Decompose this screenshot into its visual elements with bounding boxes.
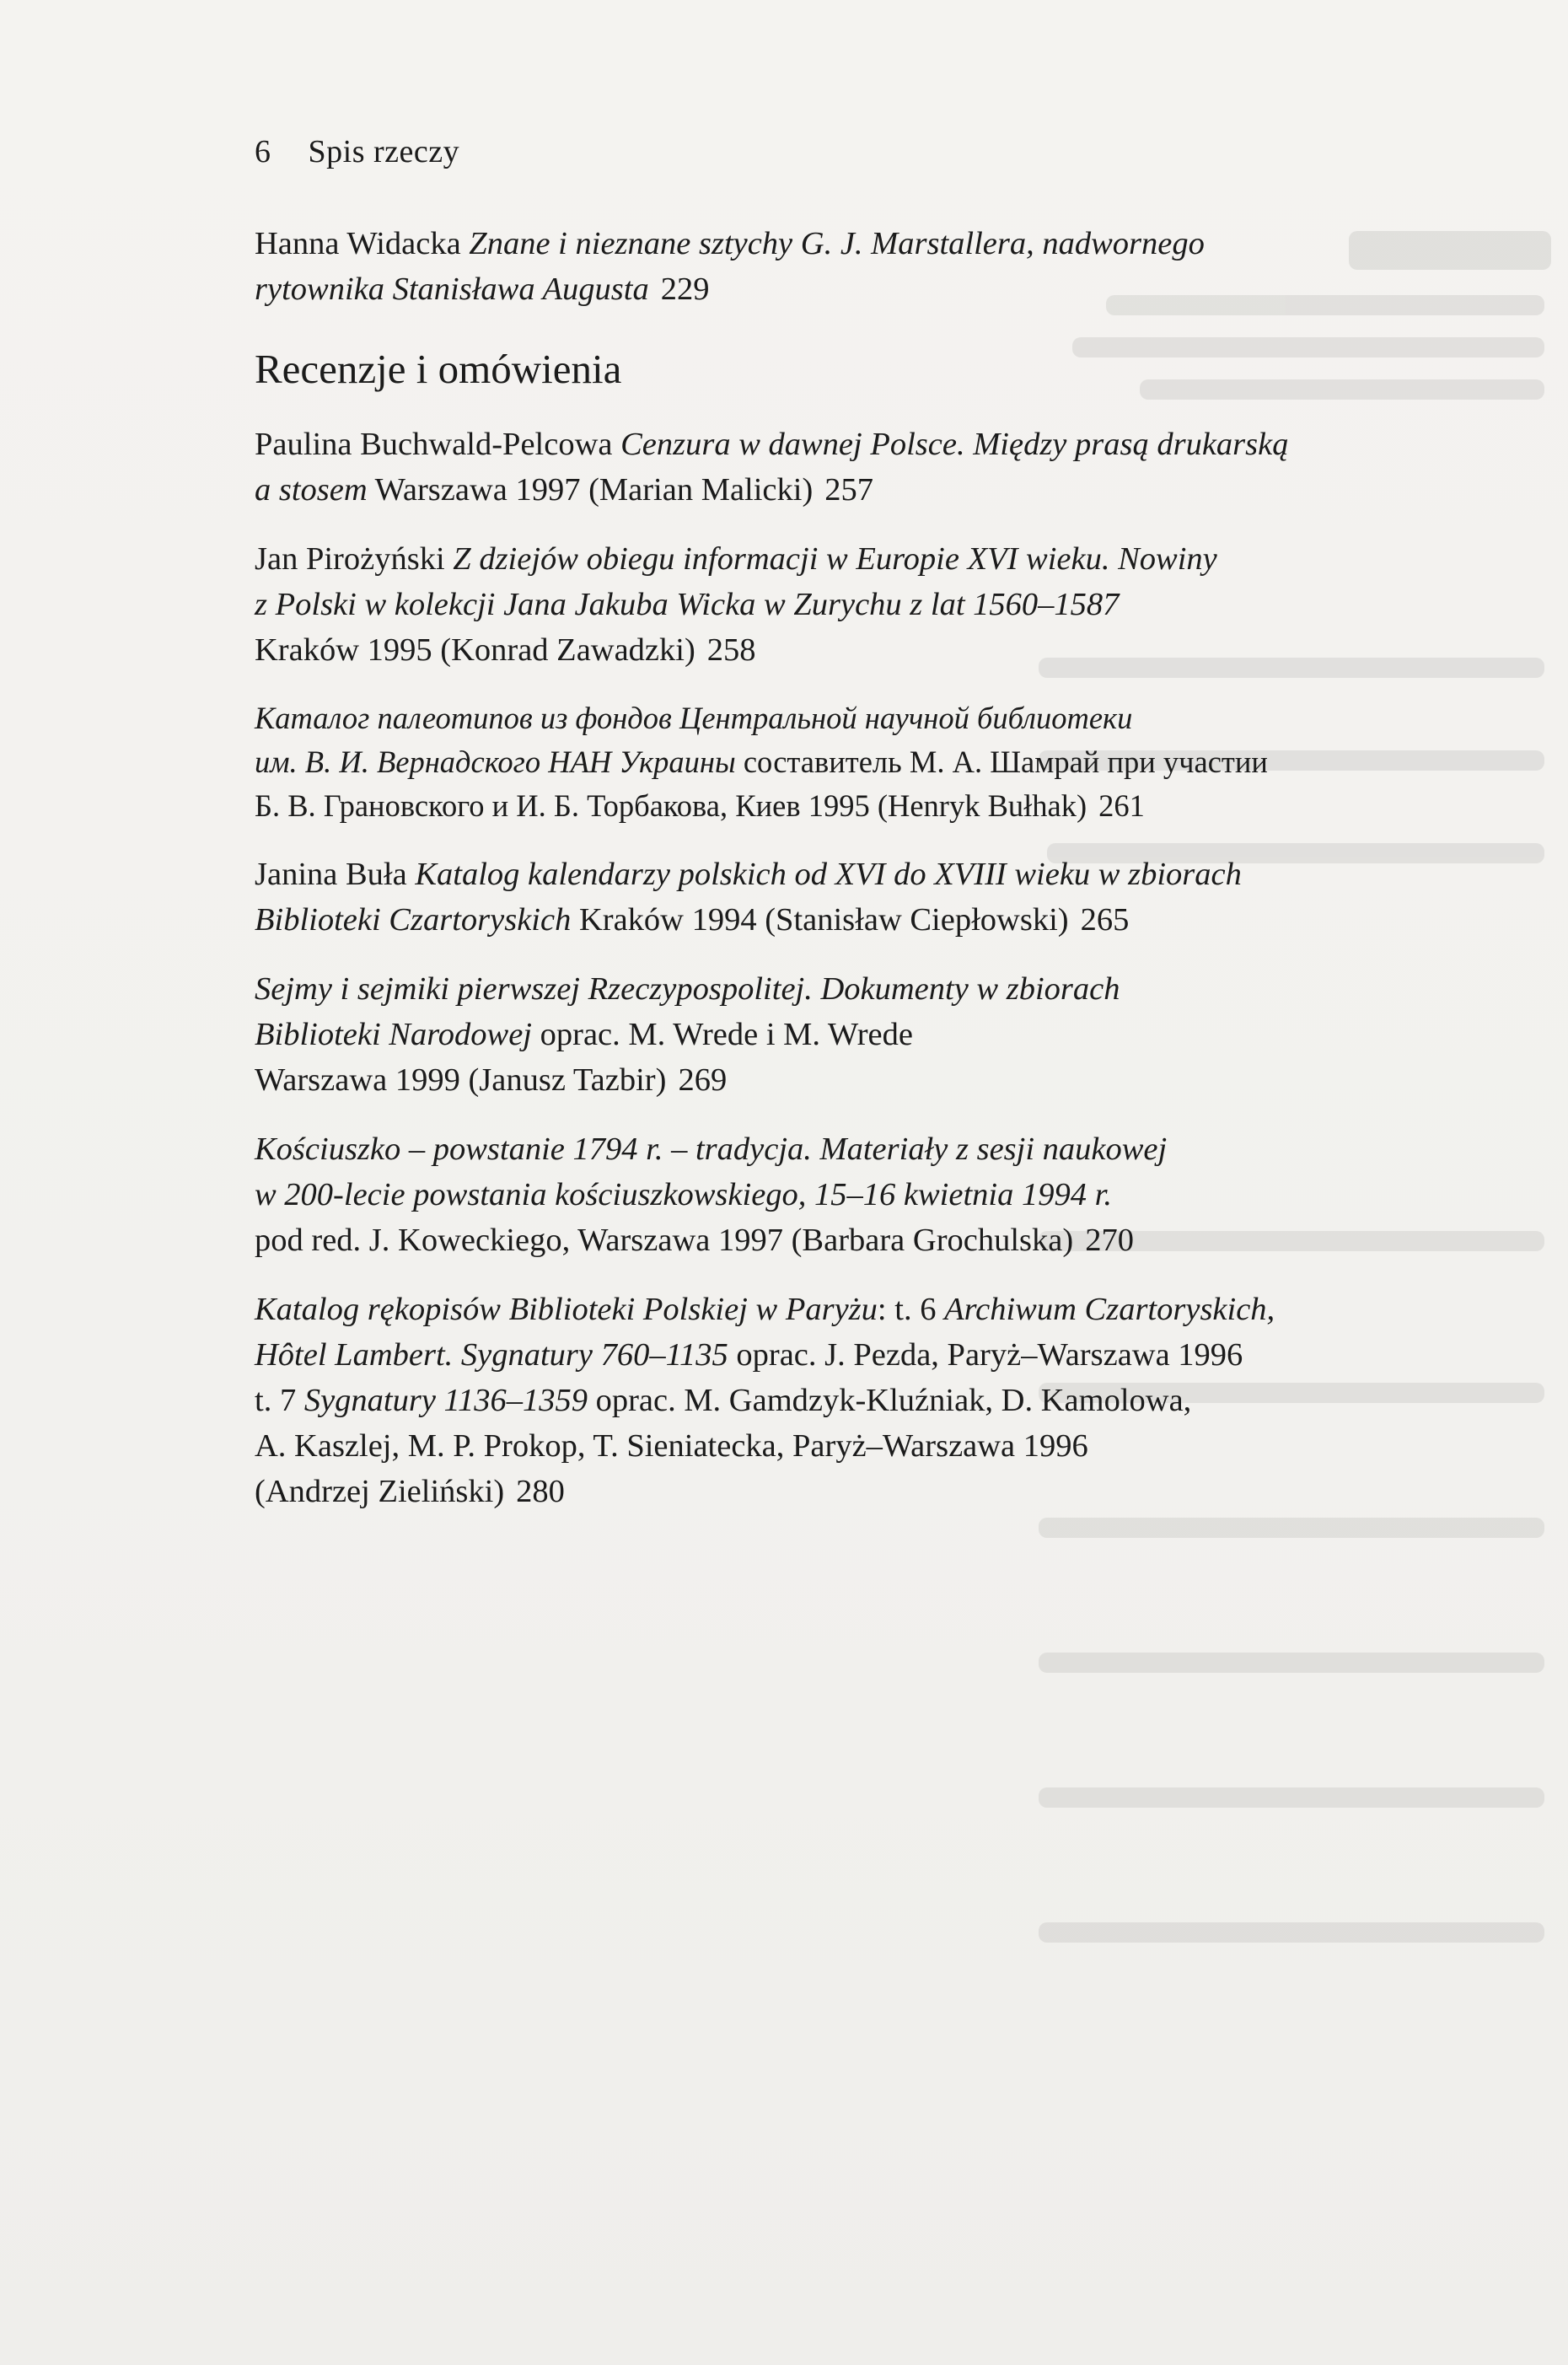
bleed-through-line [1039, 1653, 1544, 1673]
entry-title-part-2: Sygnatury 1136–1359 [303, 1383, 588, 1418]
toc-entry-review [255, 536, 1452, 673]
running-head [255, 133, 459, 170]
entry-volume-2: t. 7 [255, 1383, 297, 1418]
entry-author: Paulina Buchwald-Pelcowa [255, 427, 613, 462]
entry-title: Kościuszko – powstanie 1794 r. – tradycja. Materiały z sesji naukowej [255, 1131, 1168, 1167]
entry-title: Sejmy i sejmiki pierwszej Rzeczypospolitej. Dokumenty w zbiorach [255, 971, 1120, 1007]
toc-entry-review [255, 852, 1452, 943]
entry-publication: Kraków 1994 (Stanisław Ciepłowski) [578, 902, 1069, 938]
entry-publication: oprac. M. Wrede i M. Wrede [540, 1017, 913, 1052]
entry-title: Katalog rękopisów Biblioteki Polskiej w Paryżu [255, 1292, 878, 1327]
entry-author: Hanna Widacka [255, 226, 461, 261]
bleed-through-line [1039, 1922, 1544, 1943]
entry-title: Z dziejów obiegu informacji w Europie XVI wieku. Nowiny [453, 541, 1217, 577]
entry-title-cont: w 200-lecie powstania kościuszkowskiego, 15–16 kwietnia 1994 r. [255, 1177, 1112, 1212]
table-of-contents [255, 221, 1452, 1538]
section-heading-reviews: Recenzje i omówienia [255, 346, 622, 392]
running-title: Spis rzeczy [308, 134, 460, 169]
toc-entry-review [255, 696, 1452, 828]
toc-entry-review [255, 422, 1452, 513]
entry-page-number: 258 [706, 632, 756, 668]
entry-publication-cont: A. Kaszlej, M. P. Prokop, T. Sieniatecka, Paryż–Warszawa 1996 [255, 1428, 1088, 1464]
entry-publication: Warszawa 1997 (Marian Malicki) [374, 472, 814, 508]
entry-publication: составитель М. А. Шамрай при участии [743, 744, 1268, 779]
toc-entry-review [255, 966, 1452, 1103]
entry-author: Jan Pirożyński [255, 541, 445, 577]
entry-publication: Kraków 1995 (Konrad Zawadzki) [255, 632, 695, 668]
entry-publication: pod red. J. Koweckiego, Warszawa 1997 (Barbara Grochulska) [255, 1223, 1074, 1258]
entry-page-number: 265 [1080, 902, 1130, 938]
entry-volume: : t. 6 [877, 1292, 937, 1327]
entry-publication-2: oprac. M. Gamdzyk-Kluźniak, D. Kamolowa, [595, 1383, 1192, 1418]
toc-entry-review [255, 1287, 1452, 1514]
entry-title-cont: rytownika Stanisława Augusta [255, 271, 649, 307]
entry-publication-cont: Б. В. Грановского и И. Б. Торбакова, Киев 1995 (Henryk Bułhak) [255, 788, 1087, 823]
bleed-through-line [1039, 1787, 1544, 1808]
entry-publication-cont: Warszawa 1999 (Janusz Tazbir) [255, 1062, 667, 1098]
entry-title: Znane i nieznane sztychy G. J. Marstallera, nadwornego [469, 226, 1205, 261]
entry-title-cont: Biblioteki Czartoryskich [255, 902, 572, 938]
entry-title-part: Archiwum Czartoryskich, [944, 1292, 1275, 1327]
entry-author: Janina Buła [255, 857, 407, 892]
entry-page-number: 261 [1098, 788, 1145, 823]
entry-title: Katalog kalendarzy polskich od XVI do XVIII wieku w zbiorach [415, 857, 1242, 892]
entry-page-number: 229 [660, 271, 710, 307]
page-number: 6 [255, 134, 271, 169]
entry-title-cont: им. В. И. Вернадского НАН Украины [255, 744, 736, 779]
entry-title-cont: Hôtel Lambert. Sygnatury 760–1135 [255, 1337, 728, 1373]
toc-entry-review [255, 1126, 1452, 1263]
entry-title-cont: z Polski w kolekcji Jana Jakuba Wicka w Zurychu z lat 1560–1587 [255, 587, 1120, 622]
entry-title-cont: a stosem [255, 472, 368, 508]
entry-page-number: 257 [824, 472, 874, 508]
entry-title: Каталог палеотипов из фондов Центральной научной библиотеки [255, 701, 1133, 735]
toc-entry-widacka [255, 221, 1452, 312]
entry-title: Cenzura w dawnej Polsce. Między prasą drukarską [620, 427, 1289, 462]
entry-page-number: 280 [516, 1474, 565, 1509]
entry-reviewer: (Andrzej Zieliński) [255, 1474, 505, 1509]
entry-publication: oprac. J. Pezda, Paryż–Warszawa 1996 [736, 1337, 1243, 1373]
entry-page-number: 269 [678, 1062, 728, 1098]
entry-title-cont: Biblioteki Narodowej [255, 1017, 532, 1052]
entry-page-number: 270 [1085, 1223, 1134, 1258]
